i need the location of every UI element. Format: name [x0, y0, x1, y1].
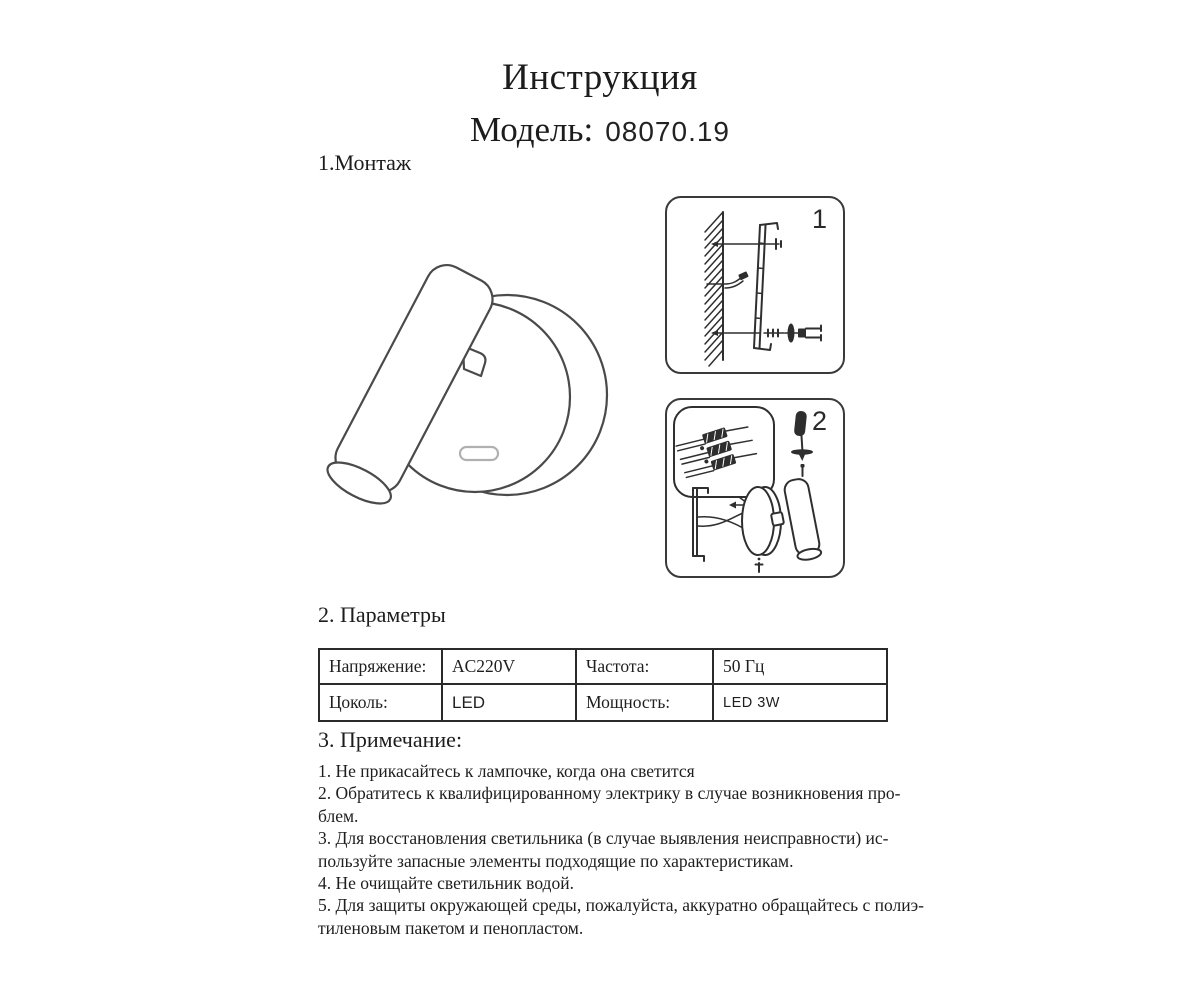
- bracket-icon: [693, 488, 708, 561]
- wires-icon: [698, 511, 748, 531]
- model-line: [0, 110, 1200, 150]
- step-1-number: 1: [811, 204, 827, 234]
- mounting-step-1-figure: [665, 196, 845, 374]
- wall-icon: [705, 212, 723, 366]
- frequency-value: 50 Гц: [714, 650, 886, 685]
- note-line: 1. Не прикасайтесь к лампочке, когда она светится: [318, 761, 695, 781]
- voltage-label: Напряжение:: [320, 650, 443, 685]
- top-screw-icon: [711, 239, 781, 249]
- model-number: 08070.19: [605, 116, 731, 147]
- parameters-table: [318, 648, 888, 722]
- model-label: Модель:: [469, 110, 594, 149]
- lamp-base-side: [742, 487, 774, 555]
- socket-label: Цоколь:: [320, 685, 443, 720]
- page-title: Инструкция: [502, 57, 698, 98]
- screwdriver-icon: [791, 411, 813, 476]
- switch-button: [460, 447, 498, 460]
- lamp-joint: [771, 512, 784, 526]
- bottom-screw-anchor-icon: [711, 324, 821, 343]
- power-value: LED 3W: [723, 694, 780, 711]
- lamp-tube-side: [783, 477, 821, 556]
- note-line: тиленовым пакетом и пенопластом.: [318, 917, 584, 938]
- mounting-step-2-figure: [665, 398, 845, 578]
- note-line: пользуйте запасные элементы подходящие по характеристикам.: [318, 850, 794, 871]
- section-heading-parameters: 2. Параметры: [318, 602, 446, 627]
- note-line: блем.: [318, 805, 359, 826]
- power-label: Мощность:: [577, 685, 714, 720]
- step-2-number: 2: [811, 406, 827, 436]
- lamp-side-view: [742, 477, 822, 561]
- mounting-bracket-icon: [754, 223, 778, 350]
- note-line: 5. Для защиты окружающей среды, пожалуйста, аккуратно обращайтесь с полиэ-: [318, 895, 924, 916]
- frequency-label: Частота:: [577, 650, 714, 685]
- voltage-value: AC220V: [443, 650, 577, 685]
- note-line: 2. Обратитесь к квалифицированному электрику в случае возникновения про-: [318, 783, 901, 804]
- note-line: 3. Для восстановления светильника (в случае выявления неисправности) ис-: [318, 828, 889, 849]
- notes-list: [318, 760, 924, 939]
- lamp-illustration: [320, 245, 620, 525]
- socket-value: LED: [443, 685, 577, 720]
- section-heading-montage: 1.Монтаж: [318, 150, 412, 175]
- bottom-screw-icon: [756, 558, 763, 572]
- note-line: 4. Не очищайте светильник водой.: [318, 873, 574, 894]
- section-heading-notes: 3. Примечание:: [318, 727, 463, 752]
